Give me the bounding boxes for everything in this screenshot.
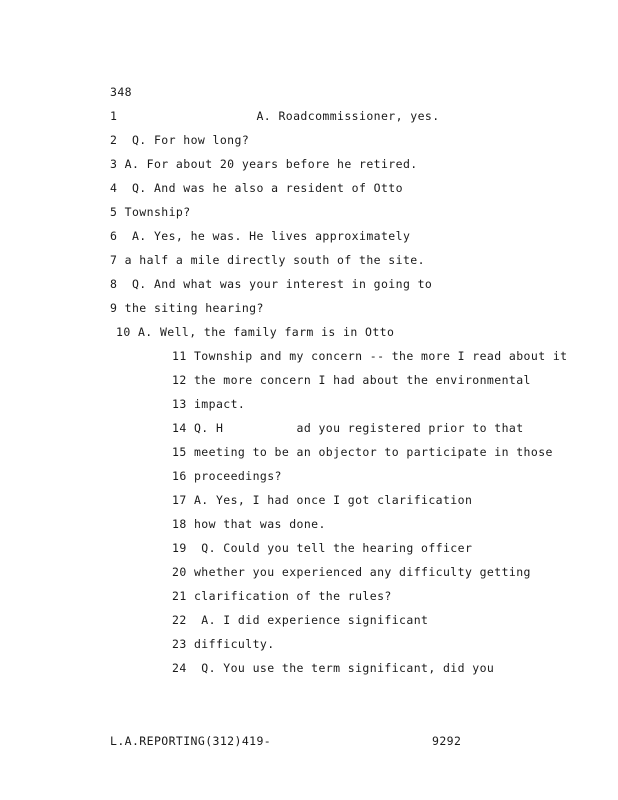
line-1 [110,109,440,123]
line-13 [172,397,245,411]
line-number: 10 [116,325,131,339]
line-4 [110,181,403,195]
line-number: 1 [110,109,118,123]
line-number: 8 [110,277,118,291]
line-text: Q. Could you tell the hearing officer [193,541,473,555]
footer-phone-suffix: 9292 [432,734,462,748]
line-text: Q. For how long? [124,133,250,147]
line-number: 15 [172,445,187,459]
line-20 [172,565,531,579]
line-11 [172,349,568,363]
line-10 [116,325,394,339]
line-17 [172,493,472,507]
line-number: 17 [172,493,187,507]
line-text: A. Yes, I had once I got clarification [193,493,473,507]
line-number: 12 [172,373,187,387]
line-text: the siting hearing? [124,301,264,315]
line-text: proceedings? [193,469,282,483]
line-2 [110,133,249,147]
footer-reporter: L.A.REPORTING(312)419- [110,734,272,748]
line-number: 6 [110,229,118,243]
line-text: A. Yes, he was. He lives approximately [124,229,411,243]
line-number: 11 [172,349,187,363]
line-number: 4 [110,181,118,195]
line-text: clarification of the rules? [193,589,392,603]
line-number: 19 [172,541,187,555]
line-text: meeting to be an objector to participate in those [193,445,553,459]
line-text: a half a mile directly south of the site. [124,253,425,267]
line-5 [110,205,191,219]
line-number: 22 [172,613,187,627]
line-number: 16 [172,469,187,483]
line-text: impact. [193,397,246,411]
line-18 [172,517,326,531]
line-number: 18 [172,517,187,531]
line-number: 21 [172,589,187,603]
line-text: how that was done. [193,517,326,531]
line-15 [172,445,553,459]
line-number: 24 [172,661,187,675]
page-number: 348 [110,85,132,99]
line-text: Q. And was he also a resident of Otto [124,181,403,195]
line-23 [172,637,275,651]
line-22 [172,613,428,627]
line-19 [172,541,472,555]
line-text: Q. H ad you registered prior to that [193,421,524,435]
line-9 [110,301,264,315]
line-number: 7 [110,253,118,267]
line-number: 5 [110,205,118,219]
line-16 [172,469,282,483]
line-number: 2 [110,133,118,147]
line-8 [110,277,432,291]
line-14 [172,421,524,435]
line-text: Q. You use the term significant, did you [193,661,495,675]
line-number: 3 [110,157,118,171]
line-3 [110,157,418,171]
line-text: A. Well, the family farm is in Otto [137,325,395,339]
line-24 [172,661,494,675]
line-text: A. For about 20 years before he retired. [124,157,418,171]
line-text: Township and my concern -- the more I read about it [193,349,568,363]
line-text: Q. And what was your interest in going to [124,277,433,291]
line-6 [110,229,410,243]
line-7 [110,253,425,267]
line-text: the more concern I had about the environmental [193,373,531,387]
line-text: whether you experienced any difficulty getting [193,565,531,579]
line-text: Township? [124,205,191,219]
line-number: 14 [172,421,187,435]
line-text: A. Roadcommissioner, yes. [124,109,440,123]
line-number: 13 [172,397,187,411]
line-21 [172,589,392,603]
line-text: difficulty. [193,637,275,651]
line-12 [172,373,531,387]
line-number: 9 [110,301,118,315]
line-text: A. I did experience significant [193,613,429,627]
line-number: 23 [172,637,187,651]
line-number: 20 [172,565,187,579]
